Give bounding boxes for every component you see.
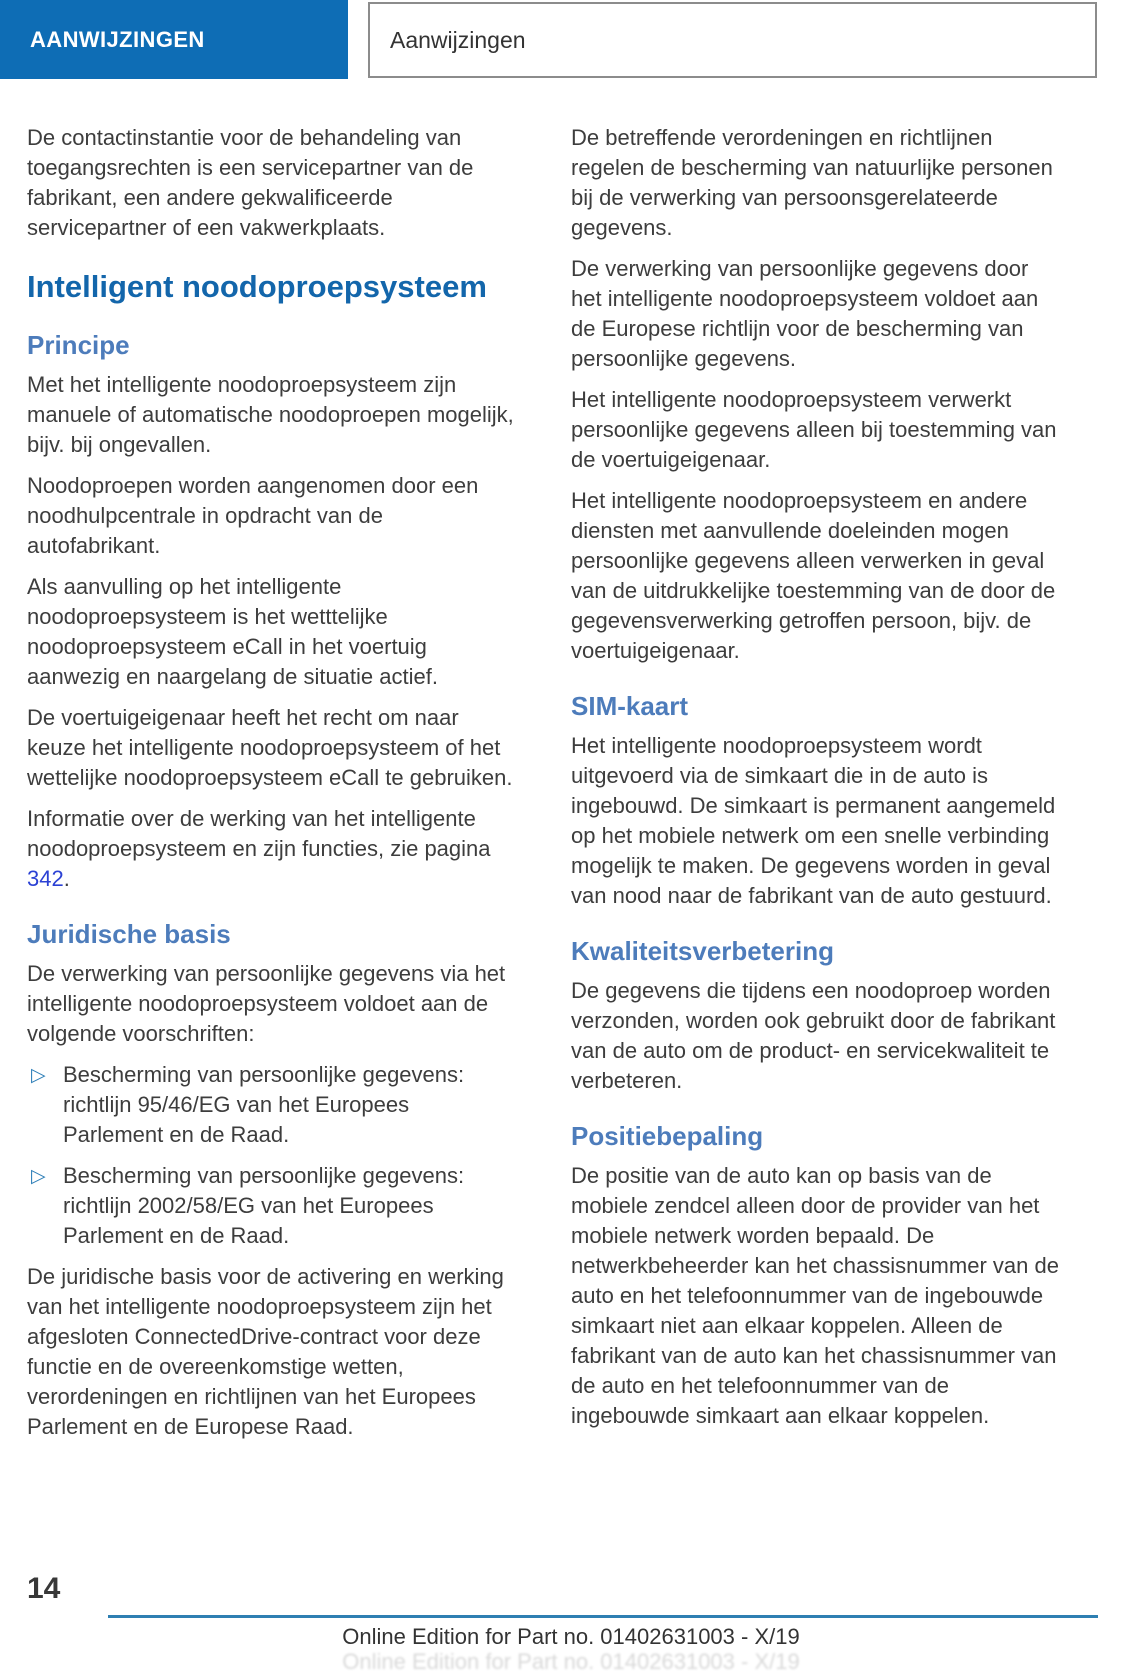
right-column <box>571 123 1063 1442</box>
triangle-bullet-icon: ▷ <box>31 1166 46 1187</box>
bullet-list <box>27 1060 514 1251</box>
paragraph: De contactinstantie voor de behandeling van toegangsrechten is een servicepartner van de fabrikant, een andere gekwalificeerde servicepartner of een vakwerkplaats. <box>27 125 474 240</box>
list-item <box>27 1060 514 1150</box>
subsection-title-sim-kaart: SIM-kaart <box>571 691 689 721</box>
triangle-bullet-icon: ▷ <box>31 1065 46 1086</box>
paragraph: Het intelligente noodoproepsysteem en andere diensten met aanvullende doeleinden mogen persoonlijke gegevens alleen verwerken in geval van de uitdrukkelijke toestemming van de door de gegevensverwerking getroffen persoon, bijv. de voertuigeigenaar. <box>571 488 1056 663</box>
running-header-title: Aanwijzingen <box>390 26 526 53</box>
paragraph-text: Informatie over de werking van het intelligente noodoproepsysteem en zijn functies, zie pagina <box>27 806 491 861</box>
paragraph: De juridische basis voor de activering en werking van het intelligente noodoproepsysteem zijn het afgesloten ConnectedDrive-contract voor deze functie en de overeenkomstige wetten, verordeningen en richtlijnen van het Europees Parlement en de Europese Raad. <box>27 1264 504 1439</box>
paragraph: Met het intelligente noodoproepsysteem zijn manuele of automatische noodoproepen mogelijk, bijv. bij ongevallen. <box>27 372 514 457</box>
section-title-intelligent-noodoproepsysteem: Intelligent noodoproepsysteem <box>27 269 487 304</box>
footer-rule <box>108 1615 1098 1618</box>
paragraph: Noodoproepen worden aangenomen door een noodhulpcentrale in opdracht van de autofabrikant. <box>27 473 479 558</box>
paragraph-text: . <box>63 866 70 891</box>
edition-note: Online Edition for Part no. 01402631003 - X/19 <box>342 1624 800 1649</box>
running-header <box>368 2 1097 78</box>
subsection-title-kwaliteitsverbetering: Kwaliteitsverbetering <box>571 936 834 966</box>
paragraph: Het intelligente noodoproepsysteem verwerkt persoonlijke gegevens alleen bij toestemming van de voertuigeigenaar. <box>571 387 1057 472</box>
subsection-title-juridische-basis: Juridische basis <box>27 919 231 949</box>
chapter-tab <box>0 0 348 79</box>
paragraph: De betreffende verordeningen en richtlijnen regelen de bescherming van natuurlijke personen bij de verwerking van persoonsgerelateerde gegevens. <box>571 125 1053 240</box>
paragraph: De verwerking van persoonlijke gegevens door het intelligente noodoproepsysteem voldoet aan de Europese richtlijn voor de bescherming van persoonlijke gegevens. <box>571 256 1039 371</box>
paragraph: De gegevens die tijdens een noodoproep worden verzonden, worden ook gebruikt door de fabrikant van de auto om de product- en servicekwaliteit te verbeteren. <box>571 978 1056 1093</box>
edition-note-ghost: Online Edition for Part no. 01402631003 - X/19 <box>342 1649 800 1674</box>
paragraph: De verwerking van persoonlijke gegevens via het intelligente noodoproepsysteem voldoet aan de volgende voorschriften: <box>27 961 506 1046</box>
paragraph: Als aanvulling op het intelligente noodoproepsysteem is het wetttelijke noodoproepsysteem eCall in het voertuig aanwezig en naargelang de situatie actief. <box>27 574 438 689</box>
subsection-title-positiebepaling: Positiebepaling <box>571 1121 764 1151</box>
left-column <box>27 123 514 1453</box>
chapter-tab-label: AANWIJZINGEN <box>30 26 205 52</box>
list-item <box>27 1161 514 1251</box>
page-number: 14 <box>27 1572 61 1605</box>
paragraph: De positie van de auto kan op basis van de mobiele zendcel alleen door de provider van het mobiele netwerk worden bepaald. De netwerkbeheerder kan het chassisnummer van de auto en het telefoonnummer van de ingebouwde simkaart niet aan elkaar koppelen. Alleen de fabrikant van de auto kan het chassisnummer van de auto en het telefoonnummer van de ingebouwde simkaart aan elkaar koppelen. <box>571 1163 1059 1428</box>
page-342-link[interactable]: 342 <box>27 866 64 891</box>
paragraph: De voertuigeigenaar heeft het recht om naar keuze het intelligente noodoproepsysteem of het wettelijke noodoproepsysteem eCall te gebruiken. <box>27 705 513 790</box>
list-item-text: Bescherming van persoonlijke gegevens: richtlijn 95/46/EG van het Europees Parlement en de Raad. <box>63 1062 465 1147</box>
subsection-title-principe: Principe <box>27 330 130 360</box>
paragraph: Het intelligente noodoproepsysteem wordt uitgevoerd via de simkaart die in de auto is ingebouwd. De simkaart is permanent aangemeld op het mobiele netwerk om een snelle verbinding mogelijk te maken. De gegevens worden in geval van nood naar de fabrikant van de auto gestuurd. <box>571 733 1056 908</box>
paragraph-with-page-link <box>27 804 514 894</box>
list-item-text: Bescherming van persoonlijke gegevens: richtlijn 2002/58/EG van het Europees Parlement en de Raad. <box>63 1163 465 1248</box>
